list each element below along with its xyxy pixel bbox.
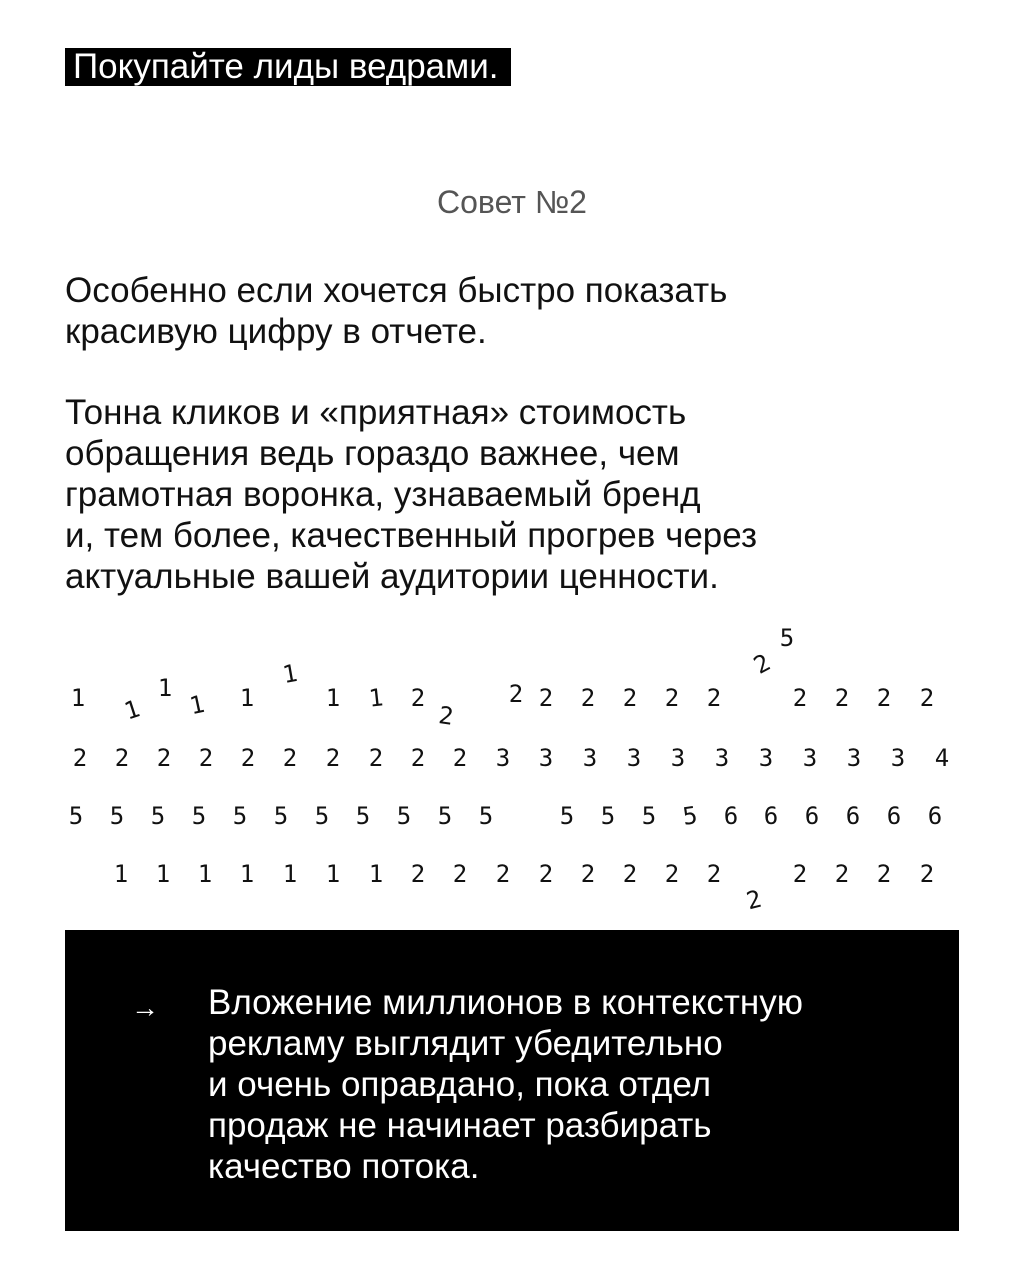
digit-glyph: 2 (919, 860, 935, 888)
digit-glyph: 3 (890, 744, 906, 772)
digit-glyph: 1 (70, 684, 86, 712)
headline-text: Покупайте лиды ведрами. (73, 47, 499, 86)
digit-glyph: 5 (68, 802, 84, 830)
paragraph-1-line: красивую цифру в отчете. (65, 312, 487, 351)
digit-glyph: 6 (927, 802, 943, 830)
callout-line: качество потока. (208, 1147, 480, 1186)
digit-glyph: 2 (282, 744, 298, 772)
digit-glyph: 5 (314, 802, 330, 830)
callout-line: рекламу выглядит убедительно (208, 1024, 723, 1063)
digit-glyph: 3 (626, 744, 642, 772)
digit-glyph: 5 (273, 802, 289, 830)
digit-glyph: 5 (478, 802, 494, 830)
digit-glyph: 2 (240, 744, 256, 772)
digit-glyph: 6 (804, 802, 820, 830)
digit-glyph: 2 (876, 860, 892, 888)
digit-glyph: 2 (580, 684, 596, 712)
digit-glyph: 2 (538, 684, 554, 712)
digit-glyph: 4 (934, 744, 950, 772)
digit-glyph: 5 (109, 802, 125, 830)
digit-glyph: 2 (834, 684, 850, 712)
digit-glyph: 3 (714, 744, 730, 772)
digit-glyph: 2 (706, 860, 722, 888)
digit-glyph: 6 (845, 802, 861, 830)
digit-glyph: 2 (156, 744, 172, 772)
paragraph-1 (65, 270, 965, 352)
digit-glyph: 6 (763, 802, 779, 830)
digit-glyph: 3 (670, 744, 686, 772)
digit-glyph: 1 (280, 658, 300, 690)
digit-glyph: 1 (113, 860, 129, 888)
digit-glyph: 3 (802, 744, 818, 772)
digit-glyph: 5 (437, 802, 453, 830)
digit-glyph: 2 (410, 684, 426, 712)
digit-glyph: 1 (239, 860, 255, 888)
digit-glyph: 2 (834, 860, 850, 888)
digit-glyph: 1 (187, 689, 207, 721)
digit-glyph: 5 (150, 802, 166, 830)
digit-glyph: 3 (538, 744, 554, 772)
digit-glyph: 2 (452, 860, 468, 888)
digit-glyph: 2 (436, 701, 456, 731)
digit-glyph: 5 (779, 624, 795, 652)
digit-glyph: 5 (396, 802, 412, 830)
digit-glyph: 2 (495, 860, 511, 888)
digit-glyph: 2 (919, 684, 935, 712)
paragraph-2-line: актуальные вашей аудитории ценности. (65, 557, 719, 596)
digit-glyph: 5 (641, 802, 657, 830)
arrow-right-icon: → (131, 992, 159, 1023)
digit-glyph: 2 (792, 684, 808, 712)
digit-glyph: 2 (114, 744, 130, 772)
digit-glyph: 3 (582, 744, 598, 772)
digit-glyph: 1 (368, 860, 384, 888)
digit-glyph: 2 (622, 860, 638, 888)
digit-glyph: 2 (876, 684, 892, 712)
headline-banner (65, 48, 511, 86)
digit-glyph: 2 (410, 860, 426, 888)
digit-glyph: 2 (538, 860, 554, 888)
digit-glyph: 5 (355, 802, 371, 830)
digit-glyph: 3 (495, 744, 511, 772)
digit-glyph: 2 (410, 744, 426, 772)
digit-glyph: 5 (232, 802, 248, 830)
callout-line: и очень оправдано, пока отдел (208, 1065, 712, 1104)
digit-glyph: 1 (197, 860, 213, 888)
digit-glyph: 2 (198, 744, 214, 772)
tip-label: Совет №2 (437, 184, 587, 220)
digit-glyph: 2 (325, 744, 341, 772)
callout-text (208, 982, 948, 1187)
digit-glyph: 1 (325, 684, 341, 712)
digit-glyph: 3 (846, 744, 862, 772)
digit-glyph: 1 (239, 684, 255, 712)
digit-glyph: 2 (580, 860, 596, 888)
digit-glyph: 2 (622, 684, 638, 712)
paragraph-2-line: обращения ведь гораздо важнее, чем (65, 434, 680, 473)
digit-glyph: 6 (723, 802, 739, 830)
digit-glyph: 1 (157, 674, 173, 702)
digit-glyph: 1 (155, 860, 171, 888)
paragraph-2-line: Тонна кликов и «приятная» стоимость (65, 393, 687, 432)
paragraph-2 (65, 392, 965, 597)
paragraph-2-line: грамотная воронка, узнаваемый бренд (65, 475, 701, 514)
digit-glyph: 2 (792, 860, 808, 888)
digit-glyph: 1 (120, 694, 144, 726)
digit-glyph: 2 (452, 744, 468, 772)
digit-glyph: 2 (743, 884, 765, 916)
digit-glyph: 5 (680, 801, 700, 831)
digit-glyph: 2 (664, 684, 680, 712)
digit-glyph: 2 (508, 680, 524, 708)
digit-glyph: 2 (664, 860, 680, 888)
digit-glyph: 3 (758, 744, 774, 772)
digit-glyph: 2 (749, 648, 775, 680)
digit-glyph: 1 (325, 860, 341, 888)
digit-glyph: 5 (559, 802, 575, 830)
digit-glyph: 5 (600, 802, 616, 830)
callout-line: Вложение миллионов в контекстную (208, 983, 803, 1022)
callout-line: продаж не начинает разбирать (208, 1106, 712, 1145)
paragraph-2-line: и, тем более, качественный прогрев через (65, 516, 758, 555)
digit-glyph: 2 (72, 744, 88, 772)
callout-box (65, 930, 959, 1231)
digit-glyph: 2 (706, 684, 722, 712)
digit-glyph: 1 (367, 683, 385, 713)
digit-glyph: 2 (368, 744, 384, 772)
paragraph-1-line: Особенно если хочется быстро показать (65, 271, 728, 310)
digit-glyph: 1 (282, 860, 298, 888)
digit-glyph: 5 (191, 802, 207, 830)
digit-glyph: 6 (886, 802, 902, 830)
